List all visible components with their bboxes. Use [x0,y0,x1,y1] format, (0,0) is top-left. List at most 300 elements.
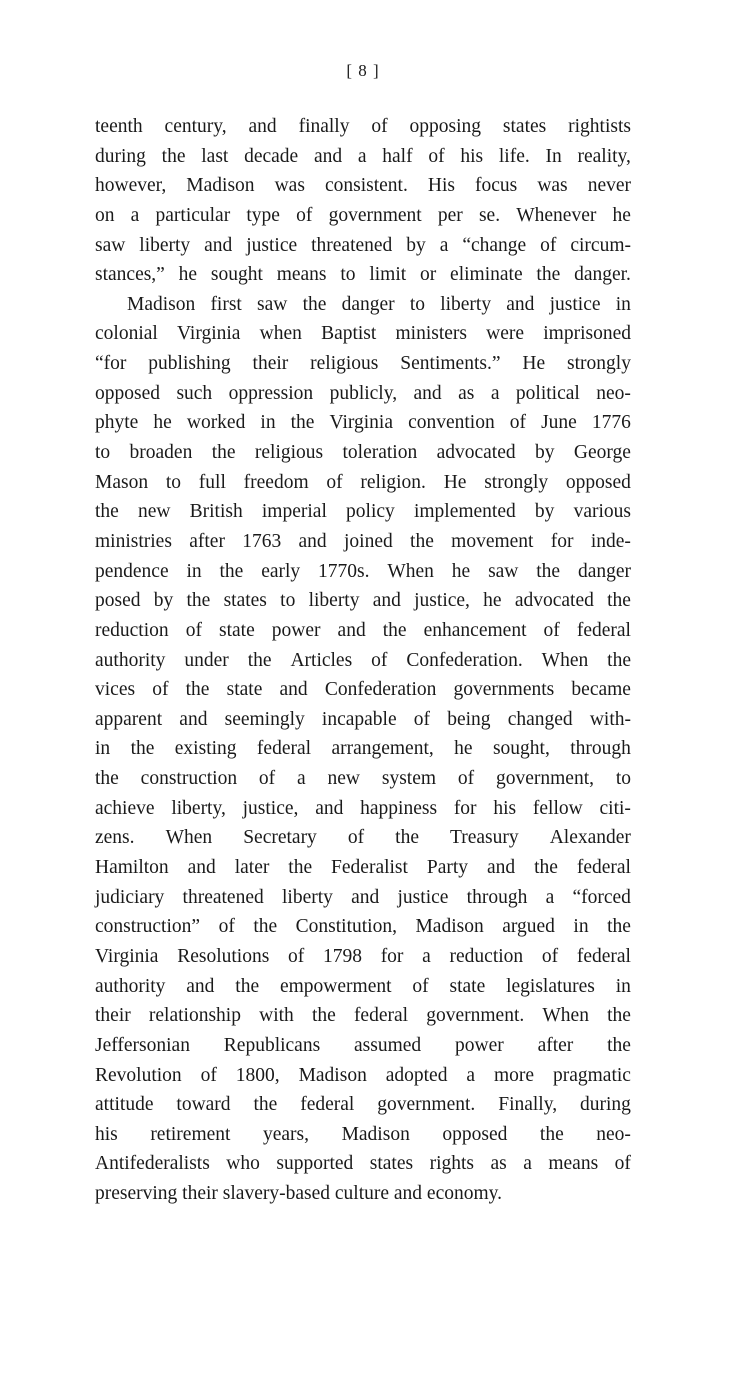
word: reality, [577,145,631,167]
word: in [260,412,276,434]
word: “forced [572,886,631,908]
word: the [185,679,210,701]
word: supported [276,1153,354,1175]
word: of [371,116,388,137]
word: When [541,649,589,671]
word: relationship [148,1005,241,1027]
word: during [95,145,146,167]
word: during [580,1094,631,1116]
word: by [153,590,174,612]
word: with [259,1005,294,1027]
word: the [410,530,434,552]
word: British [189,501,243,523]
word: Federalist [331,857,408,879]
word: When [542,1005,589,1027]
word: 1763 [242,530,282,552]
word: Virginia [95,945,159,967]
word: justice [549,293,601,315]
word: liberty [440,293,492,315]
word: Virginia [177,323,241,345]
text-line [95,290,631,320]
word: life. [498,145,530,167]
word: legislatures [506,975,595,997]
word: the [186,590,211,612]
word: Baptist [321,323,377,345]
text-line [95,853,631,883]
word: the [382,619,407,641]
word: inde- [590,530,631,552]
word: sought [210,264,263,286]
word: Madison [415,916,484,938]
word: limit [369,264,407,286]
word: the [607,590,631,612]
word: means [276,264,327,286]
word: federal [300,1094,355,1116]
word: a [490,382,500,404]
word: type [246,204,280,226]
word: he [454,738,473,760]
word: such [176,382,213,404]
text-line [95,319,631,349]
word: particular [155,204,231,226]
word: liberty [139,234,191,256]
word: and [337,619,366,641]
word: neo- [596,382,631,404]
word: his [460,145,484,167]
word: Whenever [516,204,597,226]
word: of [326,471,343,493]
word: In [545,145,562,167]
word: after [189,530,225,552]
word: as [458,382,475,404]
word: federal [576,945,631,967]
word: the [211,442,236,464]
word: decade [244,145,299,167]
word: Articles [290,649,353,671]
word: consistent. [324,175,408,197]
text-line [95,586,631,616]
word: danger [577,560,631,582]
word: zens. [95,827,135,849]
word: pendence [95,560,169,582]
text-line [95,1120,631,1150]
word: opposed [565,471,631,493]
word: and [204,234,233,256]
word: of [288,945,305,967]
word: teenth [95,116,143,137]
word: the [607,1034,631,1056]
word: Jeffersonian [95,1034,190,1056]
word: arrangement, [331,738,434,760]
word: and [413,382,442,404]
text-line [95,527,631,557]
word: vices [95,679,136,701]
word: Secretary [243,827,317,849]
word: Resolutions [177,945,270,967]
word: When [387,560,434,582]
word: political [515,382,580,404]
text-line [95,794,631,824]
word: in [615,975,631,997]
word: happiness [360,797,438,819]
word: to [280,590,296,612]
text-line [95,646,631,676]
word: he [483,590,502,612]
text-line [95,883,631,913]
word: when [259,323,302,345]
word: power [455,1034,504,1056]
word: 1770s. [318,560,370,582]
word: Constitution, [295,916,397,938]
word: the [253,916,278,938]
word: was [274,175,305,197]
text-line [95,764,631,794]
text-line [95,171,631,201]
word: federal [353,1005,409,1027]
word: a [439,234,449,256]
word: sought, [492,738,550,760]
text-line [95,616,631,646]
word: empowerment [279,975,392,997]
word: construction [140,768,238,790]
word: eliminate [450,264,523,286]
word: toleration [342,442,418,464]
word: to [340,264,356,286]
word: never [587,175,631,197]
word: liberty [308,590,360,612]
word: existing [174,738,237,760]
text-line [95,912,631,942]
word: the [95,768,119,790]
word: religious [254,442,324,464]
word: judiciary [95,886,165,908]
word: the [607,1005,631,1027]
word: opposing [409,116,482,137]
word: of [541,945,559,967]
word: Party [426,857,469,879]
word: threatened [182,886,264,908]
word: Alexander [549,827,631,849]
text-line [95,468,631,498]
word: years, [262,1123,310,1145]
word: liberty [281,886,333,908]
word: movement [451,530,534,552]
text-line [95,379,631,409]
text-line [95,823,631,853]
word: publishing [148,353,231,375]
text-line [95,231,631,261]
word: government, [495,768,594,790]
word: Confederation [324,679,437,701]
word: achieve [95,797,155,819]
word: neo- [596,1123,631,1145]
word: Finally, [498,1094,558,1116]
word: states [223,590,267,612]
word: was [537,175,568,197]
word: of [296,204,313,226]
word: of [540,234,557,256]
word: convention [408,412,495,434]
word: his [95,1123,118,1145]
word: and [372,590,401,612]
word: pragmatic [552,1064,631,1086]
word: policy [346,501,395,523]
word: changed [507,708,573,730]
word: and [187,857,216,879]
word: and [351,886,380,908]
word: the [534,857,558,879]
word: apparent [95,708,163,730]
word: religion. [360,471,426,493]
word: century, [164,116,227,137]
word: to [409,293,425,315]
word: danger. [574,264,631,286]
word: being [447,708,491,730]
word: focus [475,175,518,197]
word: When [165,827,213,849]
word: in [186,560,202,582]
word: who [226,1153,260,1175]
word: under [184,649,229,671]
word: advocated [436,442,516,464]
word: oppression [228,382,314,404]
word: in [95,738,111,760]
word: the [311,1005,336,1027]
word: stances,” [95,264,165,286]
word: phyte [95,412,139,434]
word: of [185,619,202,641]
word: ministers [395,323,467,345]
word: last [201,145,229,167]
word: a [466,1064,476,1086]
word: toward [176,1094,231,1116]
word: he [451,560,471,582]
word: reduction [449,945,524,967]
word: His [427,175,455,197]
word: federal [256,738,312,760]
word: assumed [354,1034,422,1056]
word: and [487,857,516,879]
word: imprisoned [543,323,631,345]
word: imperial [261,501,327,523]
text-line [95,972,631,1002]
word: broaden [129,442,193,464]
word: Madison [127,293,196,315]
word: se. [478,204,501,226]
word: a [545,886,555,908]
text-line [95,142,631,172]
word: the [219,560,244,582]
word: a [357,145,367,167]
word: after [537,1034,574,1056]
word: as [490,1153,507,1175]
word: of [152,679,169,701]
word: means [548,1153,599,1175]
word: Confederation. [406,649,523,671]
word: on [95,204,115,226]
word: the [247,649,272,671]
word: government. [426,1005,525,1027]
word: the [539,1123,564,1145]
word: of [457,768,475,790]
word: their [252,353,289,375]
word: the [395,827,419,849]
word: freedom [243,471,309,493]
word: the [161,145,186,167]
text-line: preserving their slavery-based culture and economy. [95,1183,502,1205]
word: reduction [95,619,169,641]
word: opposed [442,1123,508,1145]
word: 1798 [322,945,362,967]
text-line [95,1149,631,1179]
word: the [607,649,631,671]
word: He [443,471,467,493]
text-line [95,675,631,705]
word: retirement [150,1123,231,1145]
word: threatened [311,234,393,256]
word: incapable [321,708,397,730]
word: and [298,530,327,552]
word: circum- [570,234,631,256]
text-line [95,1061,631,1091]
word: state [449,975,486,997]
word: seemingly [224,708,305,730]
word: Sentiments.” [400,353,501,375]
word: Virginia [329,412,393,434]
word: through [570,738,631,760]
word: construction” [95,916,201,938]
word: the [536,264,561,286]
word: he [153,412,172,434]
word: state [218,619,255,641]
word: the [302,293,327,315]
word: in [573,916,589,938]
word: states [369,1153,414,1175]
word: June [541,412,577,434]
word: of [371,649,388,671]
word: government [328,204,422,226]
word: of [428,145,445,167]
word: of [347,827,365,849]
word: his [493,797,517,819]
word: 1776 [591,412,631,434]
text-line [95,705,631,735]
word: Republicans [223,1034,321,1056]
word: Antifederalists [95,1153,210,1175]
word: a [297,768,306,790]
word: government. [377,1094,476,1116]
word: full [198,471,226,493]
word: or [419,264,437,286]
text-line [95,201,631,231]
word: Treasury [450,827,519,849]
word: adopted [385,1064,448,1086]
word: early [261,560,301,582]
word: justice [397,886,449,908]
word: Madison [298,1064,367,1086]
word: for [380,945,404,967]
word: strongly [484,471,549,493]
word: various [573,501,631,523]
word: for [550,530,574,552]
text-line [95,438,631,468]
page-text [95,112,631,1209]
word: half [382,145,413,167]
word: “change [462,234,527,256]
word: Madison [186,175,255,197]
word: states [502,116,547,137]
word: new [327,768,361,790]
word: Madison [341,1123,410,1145]
word: however, [95,175,167,197]
word: Mason [95,471,149,493]
word: and [506,293,535,315]
word: George [573,442,631,464]
word: He [522,353,546,375]
word: opposed [95,382,160,404]
word: a [422,945,431,967]
text-line [95,112,631,142]
word: ministries [95,530,172,552]
word: saw [257,293,288,315]
word: rightists [568,116,631,137]
word: of [258,768,276,790]
word: implemented [413,501,516,523]
word: justice, [242,797,299,819]
word: through [466,886,528,908]
word: argued [502,916,555,938]
word: by [406,234,426,256]
word: and [315,797,344,819]
word: posed [95,590,141,612]
word: of [200,1064,217,1086]
word: a [523,1153,532,1175]
word: danger [341,293,395,315]
word: of [412,975,429,997]
word: federal [576,857,631,879]
word: first [210,293,242,315]
text-line [95,942,631,972]
word: the [95,501,119,523]
word: of [509,412,527,434]
text-line [95,260,631,290]
word: of [543,619,560,641]
word: were [486,323,525,345]
word: the [288,857,313,879]
word: and [248,116,277,137]
word: for [453,797,477,819]
word: advocated [514,590,594,612]
word: citi- [599,797,631,819]
word: strongly [567,353,631,375]
word: of [413,708,431,730]
word: enhancement [423,619,527,641]
word: authority [95,649,166,671]
word: the [536,560,561,582]
word: system [381,768,437,790]
word: their [95,1005,131,1027]
word: “for [95,353,127,375]
word: he [178,264,198,286]
word: Hamilton [95,857,169,879]
word: to [95,442,111,464]
word: federal [576,619,631,641]
word: became [571,679,631,701]
text-line [95,1001,631,1031]
word: publicly, [329,382,398,404]
word: justice [246,234,298,256]
word: saw [488,560,519,582]
